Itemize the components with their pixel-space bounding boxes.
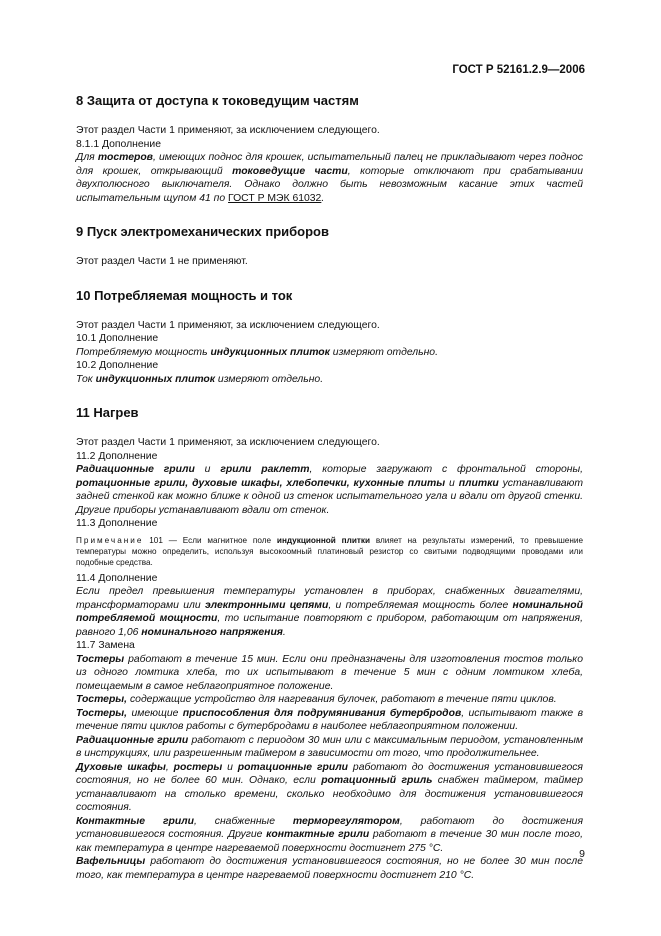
clause-10-1-text: Потребляемую мощность индукционных плиток измеряют отдельно. — [76, 346, 438, 358]
section-8 — [76, 92, 583, 205]
section-11-intro: Этот раздел Части 1 применяют, за исключением следующего. — [76, 437, 380, 448]
clause-10-2-heading: 10.2 Дополнение — [76, 360, 159, 371]
clause-10-1-heading: 10.1 Дополнение — [76, 333, 159, 344]
section-8-title: 8 Защита от доступа к токоведущим частям — [76, 93, 359, 108]
clause-11-3-heading: 11.3 Дополнение — [76, 518, 158, 529]
clause-11-4-text: Если предел превышения температуры установлен в приборах, снабженных двигателями, трансформаторами или электронными цепями, и потребляемая мощность более номинальной потребляемой мощности, то испытание повторяют с прибором, работающим от напряжения, равного 1,06 номинального напряжения. — [76, 586, 583, 638]
toasters-text: Тостеры работают в течение 15 мин. Если они предназначены для изготовления тостов только из одного ломтика хлеба, то их испытывают в течение 5 мин с одним ломтиком хлеба, помещаемым в самое неблагоприятное положение. — [76, 653, 583, 692]
doc-header: ГОСТ Р 52161.2.9—2006 — [452, 64, 585, 76]
contact-grills-text: Контактные грили, снабженные терморегулятором, работают до достижения установившегося состояния. Другие контактные грили работают в течение 30 мин после того, как температура в центре нагреваемой поверхности достигнет 275 °С. — [76, 815, 583, 854]
clause-8-1-1-text: Для тостеров, имеющих поднос для крошек, испытательный палец не прикладывают через поднос для крошек, открывающий токоведущие части, которые отключают при срабатывании двухполюсного выключателя. Однако должно быть невозможным касание этих частей испытательным щупом 41 по ГОСТ Р МЭК 61032. — [76, 152, 583, 204]
clause-8-1-1-heading: 8.1.1 Дополнение — [76, 138, 162, 150]
ovens-text: Духовые шкафы, ростеры и ротационные грили работают до достижения установившегося состояния, но не более 60 мин. Однако, если ротационный гриль снабжен таймером, таймер устанавливают на столько времени, сколько необходимо для достижения установившегося состояния. — [76, 761, 583, 813]
document-body — [76, 92, 583, 882]
clause-11-2-heading: 11.2 Дополнение — [76, 450, 158, 462]
section-11 — [76, 404, 583, 882]
section-11-title: 11 Нагрев — [76, 405, 139, 420]
clause-11-4-heading: 11.4 Дополнение — [76, 572, 158, 584]
section-10 — [76, 287, 583, 387]
section-10-title: 10 Потребляемая мощность и ток — [76, 287, 293, 303]
toasters-sandwich-text: Тостеры, имеющие приспособления для подрумянивания бутербродов, испытывают также в течение пяти циклов работы с бутербродами в наиболее неблагоприятном положении. — [76, 707, 583, 732]
toasters-buns-text: Тостеры, содержащие устройство для нагревания булочек, работают в течение пяти циклов. — [76, 694, 557, 705]
section-9-title: 9 Пуск электромеханических приборов — [76, 224, 329, 239]
section-9 — [76, 223, 583, 269]
clause-11-7-heading: 11.7 Замена — [76, 640, 135, 651]
clause-11-2-text: Радиационные грили и грили раклетт, которые загружают с фронтальной стороны, ротационные грили, духовые шкафы, хлебопечки, кухонные плиты и плитки устанавливают задней стенкой как можно ближе к одной из стенок испытательного угла и вдали от другой стенки. Другие приборы устанавливают вдали от стенок. — [76, 464, 583, 516]
section-10-intro: Этот раздел Части 1 применяют, за исключением следующего. — [76, 319, 380, 331]
clause-10-2-text: Ток индукционных плиток измеряют отдельно. — [76, 373, 324, 385]
standard-reference-link[interactable]: ГОСТ Р МЭК 61032 — [228, 192, 322, 204]
section-9-text: Этот раздел Части 1 не применяют. — [76, 256, 248, 267]
radiant-grills-text: Радиационные грили работают с периодом 30 мин или с максимальным периодом, установленным в инструкциях, или разрешенным таймером в зависимости от того, что продолжительнее. — [76, 734, 583, 759]
note-101: Примечание 101 — Если магнитное поле индукционной плитки влияет на результаты измерений, то превышение температуры можно определить, используя высокоомный платиновый резистор со свитыми подводящими проводами или подобные средства. — [76, 535, 584, 567]
page-number: 9 — [579, 848, 585, 860]
section-8-intro: Этот раздел Части 1 применяют, за исключением следующего. — [76, 125, 380, 136]
waffle-irons-text: Вафельницы работают до достижения установившегося состояния, но не более 30 мин после того, как температура в центре нагреваемой поверхности достигнет 210 °С. — [76, 856, 583, 881]
